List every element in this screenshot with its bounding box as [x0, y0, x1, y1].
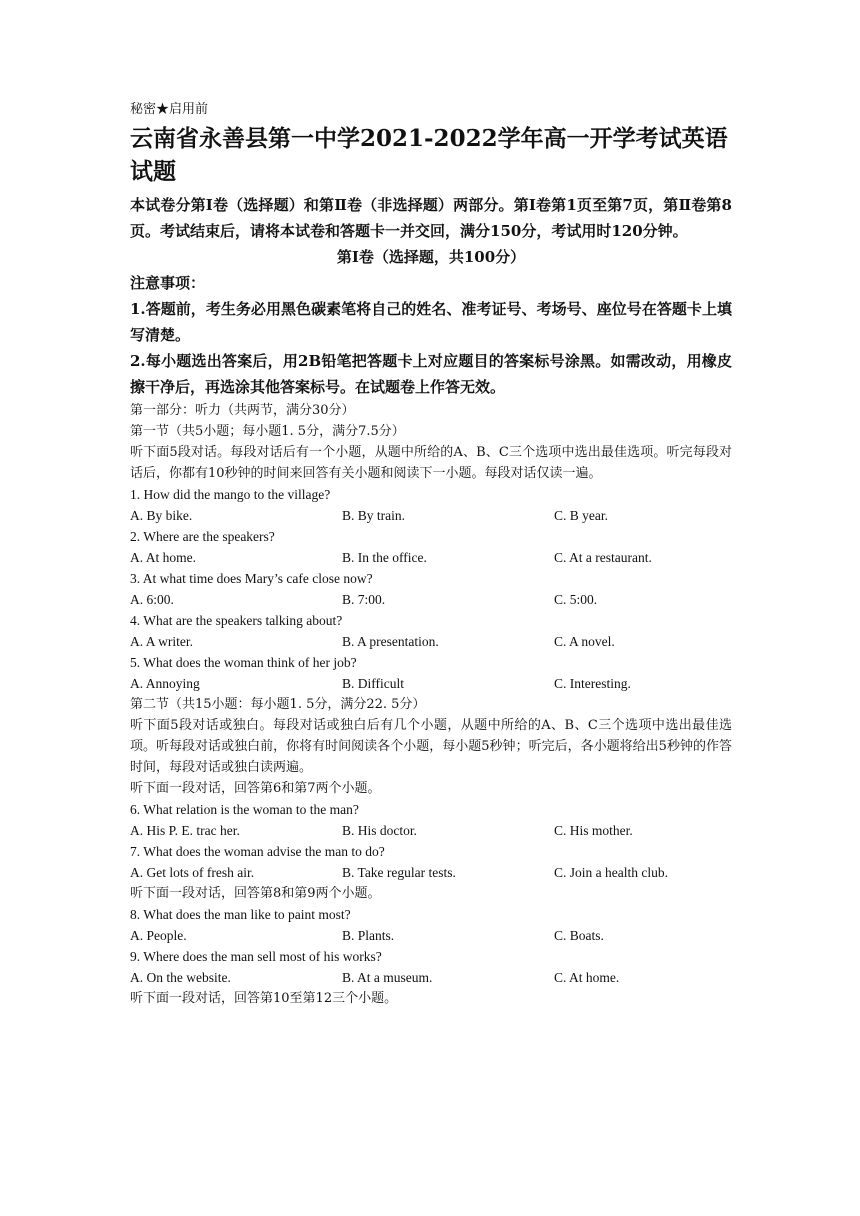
question-item: [130, 610, 732, 652]
option-c: C. Interesting.: [554, 676, 631, 691]
option-a: A. People.: [130, 928, 187, 943]
question-options: [130, 631, 732, 652]
option-b: B. At a museum.: [342, 970, 433, 985]
notice-item-2: 2.每小题选出答案后，用2B铅笔把答题卡上对应题目的答案标号涂黑。如需改动，用橡皮擦干净后，再选涂其他答案标号。在试题卷上作答无效。: [130, 352, 732, 396]
question-options: [130, 589, 732, 610]
listening-part-title: 第一部分：听力（共两节，满分30分）: [130, 403, 355, 418]
section1-instructions: 听下面5段对话。每段对话后有一个小题，从题中所给的A、B、C三个选项中选出最佳选项。听完每段对话后，你都有10秒钟的时间来回答有关小题和阅读下一小题。每段对话仅读一遍。: [130, 445, 732, 481]
exam-intro: 本试卷分第Ⅰ卷（选择题）和第Ⅱ卷（非选择题）两部分。第Ⅰ卷第1页至第7页，第Ⅱ卷第8页。考试结束后，请将本试卷和答题卡一并交回，满分150分，考试用时120分钟。: [130, 196, 732, 240]
notice-item-1: 1.答题前，考生务必用黑色碳素笔将自己的姓名、准考证号、考场号、座位号在答题卡上填写清楚。: [130, 300, 732, 344]
option-a: A. Annoying: [130, 676, 200, 691]
question-item: [130, 946, 732, 988]
question-list-1: [130, 484, 732, 694]
question-text: 6. What relation is the woman to the man?: [130, 802, 359, 817]
exam-page: [130, 100, 732, 1009]
question-item: [130, 568, 732, 610]
question-options: [130, 547, 732, 568]
option-b: B. Difficult: [342, 676, 404, 691]
option-c: C. B year.: [554, 508, 608, 523]
question-list-2a: [130, 799, 732, 883]
dialog-intro-6-7: 听下面一段对话，回答第6和第7两个小题。: [130, 781, 381, 796]
question-options: [130, 673, 732, 694]
question-item: [130, 904, 732, 946]
option-c: C. At home.: [554, 970, 620, 985]
question-options: [130, 505, 732, 526]
question-text: 3. At what time does Mary’s cafe close now?: [130, 571, 373, 586]
option-b: B. In the office.: [342, 550, 427, 565]
section1-title: 第一节（共5小题；每小题1. 5分，满分7.5分）: [130, 424, 405, 439]
question-options: [130, 862, 732, 883]
question-text: 7. What does the woman advise the man to do?: [130, 844, 385, 859]
option-c: C. Join a health club.: [554, 865, 668, 880]
option-c: C. Boats.: [554, 928, 604, 943]
question-text: 9. Where does the man sell most of his works?: [130, 949, 382, 964]
dialog-intro-10-12: 听下面一段对话，回答第10至第12三个小题。: [130, 991, 398, 1006]
question-list-2b: [130, 904, 732, 988]
option-a: A. Get lots of fresh air.: [130, 865, 255, 880]
question-options: [130, 967, 732, 988]
confidential-label: 秘密★启用前: [130, 102, 209, 117]
question-item: [130, 841, 732, 883]
question-text: 4. What are the speakers talking about?: [130, 613, 343, 628]
option-b: B. His doctor.: [342, 823, 418, 838]
option-b: B. A presentation.: [342, 634, 439, 649]
section2-instructions: 听下面5段对话或独白。每段对话或独白后有几个小题，从题中所给的A、B、C三个选项中选出最佳选项。听每段对话或独白前，你将有时间阅读各个小题，每小题5秒钟；听完后，各小题将给出5秒钟的作答时间，每段对话或独白读两遍。: [130, 718, 732, 775]
question-text: 1. How did the mango to the village?: [130, 487, 331, 502]
option-b: B. Plants.: [342, 928, 395, 943]
option-a: A. A writer.: [130, 634, 193, 649]
option-a: A. On the website.: [130, 970, 231, 985]
option-a: A. At home.: [130, 550, 196, 565]
question-text: 2. Where are the speakers?: [130, 529, 275, 544]
question-options: [130, 820, 732, 841]
question-item: [130, 526, 732, 568]
question-item: [130, 484, 732, 526]
option-c: C. His mother.: [554, 823, 633, 838]
option-c: C. At a restaurant.: [554, 550, 652, 565]
option-c: C. A novel.: [554, 634, 615, 649]
option-a: A. His P. E. trac her.: [130, 823, 240, 838]
dialog-intro-8-9: 听下面一段对话，回答第8和第9两个小题。: [130, 886, 381, 901]
question-options: [130, 925, 732, 946]
option-b: B. 7:00.: [342, 592, 386, 607]
option-c: C. 5:00.: [554, 592, 598, 607]
option-a: A. 6:00.: [130, 592, 174, 607]
option-b: B. Take regular tests.: [342, 865, 456, 880]
notice-heading: 注意事项：: [130, 274, 206, 292]
part1-title: 第Ⅰ卷（选择题，共100分）: [336, 248, 526, 266]
option-b: B. By train.: [342, 508, 405, 523]
question-text: 8. What does the man like to paint most?: [130, 907, 351, 922]
question-item: [130, 799, 732, 841]
section2-title: 第二节（共15小题：每小题1. 5分，满分22. 5分）: [130, 697, 426, 712]
question-text: 5. What does the woman think of her job?: [130, 655, 357, 670]
option-a: A. By bike.: [130, 508, 193, 523]
question-item: [130, 652, 732, 694]
exam-title: 云南省永善县第一中学2021-2022学年高一开学考试英语试题: [130, 125, 728, 185]
